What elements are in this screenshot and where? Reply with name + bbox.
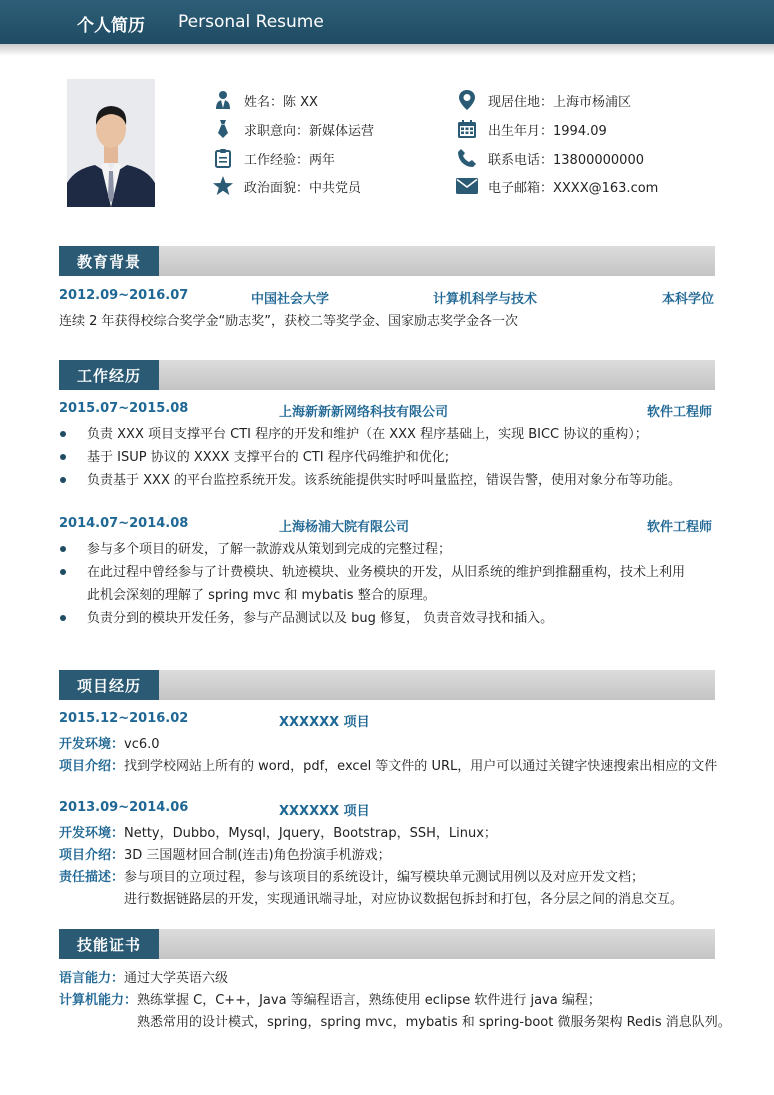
section-projects [59,670,715,700]
skill-language: 通过大学英语六级 [124,971,229,986]
info-experience [212,147,335,169]
proj2-env-row [59,822,497,841]
section-title: 教育背景 [59,246,159,276]
skill-computer-row [59,989,601,1008]
phone-icon [456,147,478,169]
mail-icon [456,175,478,197]
proj1-env-row [59,733,160,752]
section-title: 项目经历 [59,670,159,700]
bullet-dot [60,431,66,437]
resume-title-cn: 个人简历 [77,16,145,36]
job2-company: 上海杨浦大院有限公司 [279,520,410,535]
proj1-name: XXXXXX 项目 [279,715,370,730]
job2-period: 2014.07~2014.08 [59,516,189,531]
location-icon [456,89,478,111]
proj2-period: 2013.09~2014.06 [59,800,189,815]
info-residence-text: 现居住地：上海市杨浦区 [488,94,632,110]
info-birth [456,118,607,140]
calendar-icon [456,118,478,140]
job2-item-continued: 此机会深刻的理解了 spring mvc 和 mybatis 整合的原理。 [87,588,436,603]
info-phone [456,147,644,169]
proj1-intro-row [59,755,717,774]
edu-period: 2012.09~2016.07 [59,288,189,303]
proj1-env-label: 开发环境： [59,737,125,752]
resume-title-en: Personal Resume [178,12,324,32]
job1-company: 上海新新新网络科技有限公司 [279,405,449,420]
job2-item: 参与多个项目的研发，了解一款游戏从策划到完成的完整过程； [87,542,452,557]
proj1-period: 2015.12~2016.02 [59,711,189,726]
header-shadow [0,44,774,56]
job1-role: 软件工程师 [647,405,713,420]
edu-major: 计算机科学与技术 [433,292,538,307]
skill-language-label: 语言能力： [59,971,125,986]
proj2-intro: 3D 三国题材回合制(连击)角色扮演手机游戏； [124,848,391,863]
info-birth-text: 出生年月：1994.09 [488,123,607,139]
proj2-intro-label: 项目介绍： [59,848,125,863]
edu-note: 连续 2 年获得校综合奖学金“励志奖”，获校二等奖学金、国家励志奖学金各一次 [59,314,519,329]
skill-computer-continued: 熟悉常用的设计模式，spring，spring mvc，mybatis 和 spring-boot 微服务架构 Redis 消息队列。 [137,1015,731,1030]
proj2-env: Netty，Dubbo，Mysql，Jquery，Bootstrap，SSH，Linux； [124,826,497,841]
bullet-dot [60,477,66,483]
person-icon [212,89,234,111]
edu-degree: 本科学位 [662,292,715,307]
proj2-duty-continued: 进行数据链路层的开发，实现通讯端寻址，对应协议数据包拆封和打包，各分层之间的消息交互。 [124,892,684,907]
proj2-duty-label: 责任描述： [59,870,125,885]
bullet-dot [60,454,66,460]
star-icon [212,175,234,197]
info-experience-text: 工作经验：两年 [244,152,336,168]
section-education [59,246,715,276]
skill-computer-label: 计算机能力： [59,993,138,1008]
proj2-env-label: 开发环境： [59,826,125,841]
edu-school: 中国社会大学 [251,292,330,307]
proj1-intro-label: 项目介绍： [59,759,125,774]
job1-item: 基于 ISUP 协议的 XXXX 支撑平台的 CTI 程序代码维护和优化; [87,450,450,465]
bullet-dot [60,615,66,621]
job1-item: 负责 XXX 项目支撑平台 CTI 程序的开发和维护（在 XXX 程序基础上，实现 BICC 协议的重构）； [87,427,648,442]
proj1-env: vc6.0 [124,737,160,752]
tie-icon [212,118,234,140]
proj2-name: XXXXXX 项目 [279,804,370,819]
proj2-duty: 参与项目的立项过程，参与该项目的系统设计，编写模块单元测试用例以及对应开发文档； [124,870,645,885]
bullet-dot [60,569,66,575]
info-email [456,175,658,197]
info-residence [456,89,631,111]
info-email-text: 电子邮箱：XXXX@163.com [488,180,659,196]
clipboard-icon [212,147,234,169]
info-name-text: 姓名：陈 XX [244,94,318,110]
info-phone-text: 联系电话：13800000000 [488,152,644,168]
job2-item: 负责分到的模块开发任务，参与产品测试以及 bug 修复， 负责音效寻找和插入。 [87,611,554,626]
job1-period: 2015.07~2015.08 [59,401,189,416]
bullet-dot [60,546,66,552]
job1-item: 负责基于 XXX 的平台监控系统开发。该系统能提供实时呼叫量监控，错误告警，使用对象分布等功能。 [87,473,681,488]
proj1-intro: 找到学校网站上所有的 word，pdf，excel 等文件的 URL，用户可以通过关键字快速搜索出相应的文件 [124,759,718,774]
skill-language-row [59,967,228,986]
section-skills [59,929,715,959]
info-politics-text: 政治面貌：中共党员 [244,180,362,196]
skill-computer: 熟练掌握 C，C++，Java 等编程语言，熟练使用 eclipse 软件进行 java 编程； [137,993,601,1008]
section-title: 技能证书 [59,929,159,959]
proj2-duty-row [59,866,644,885]
profile-photo [67,79,155,207]
info-intent [212,118,374,140]
info-intent-text: 求职意向：新媒体运营 [244,123,375,139]
proj2-intro-row [59,844,391,863]
info-politics [212,175,361,197]
info-name [212,89,318,111]
section-work [59,360,715,390]
job2-role: 软件工程师 [647,520,713,535]
section-title: 工作经历 [59,360,159,390]
job2-item: 在此过程中曾经参与了计费模块、轨迹模块、业务模块的开发，从旧系统的维护到推翻重构，技术上利用 [87,565,686,580]
